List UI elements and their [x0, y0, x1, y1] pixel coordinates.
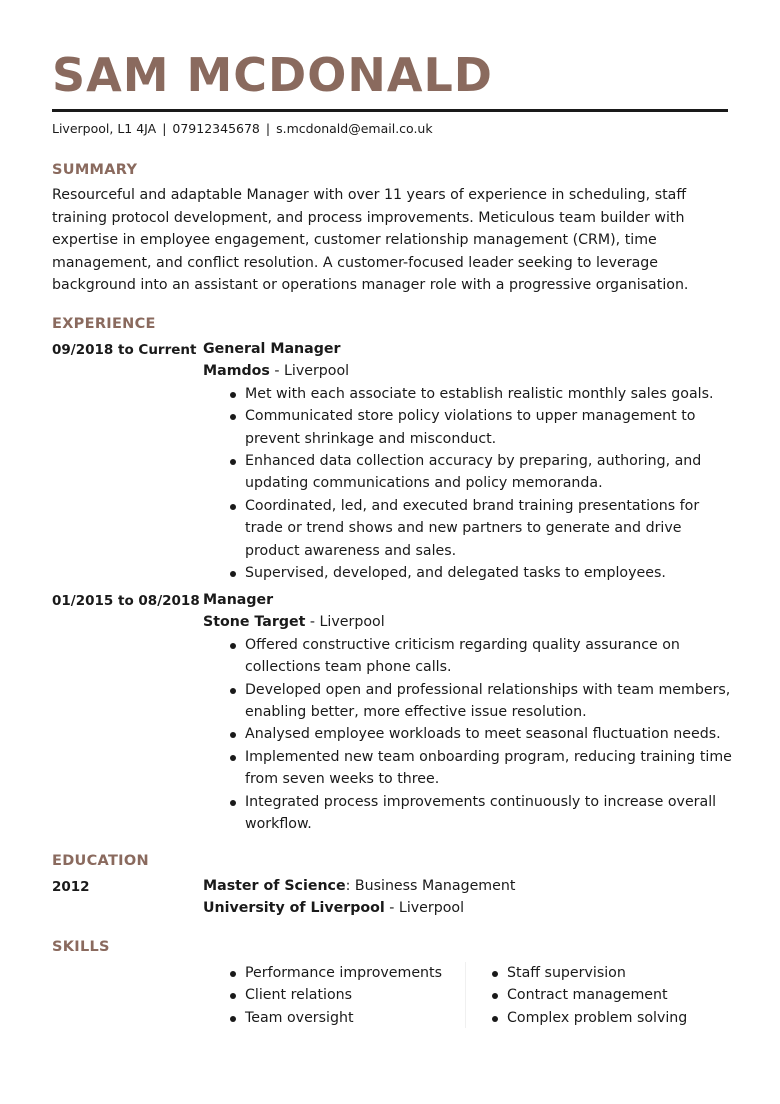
job-bullet: Met with each associate to establish realistic monthly sales goals. — [245, 383, 733, 405]
job-company-line — [203, 360, 733, 382]
job-location: - Liverpool — [269, 363, 350, 380]
education-school: University of Liverpool — [203, 900, 385, 917]
education-degree-line — [203, 875, 733, 897]
contact-separator: | — [162, 121, 167, 136]
job-company: Stone Target — [203, 614, 306, 631]
job-bullet: Supervised, developed, and delegated tasks to employees. — [245, 562, 733, 584]
skills-divider — [465, 962, 466, 1028]
contact-phone: 07912345678 — [172, 121, 260, 136]
skill-item: Team oversight — [245, 1007, 495, 1029]
job-dates: 01/2015 to 08/2018 — [52, 593, 200, 609]
education-year: 2012 — [52, 879, 90, 895]
skill-item: Performance improvements — [245, 962, 495, 984]
summary-heading: SUMMARY — [52, 162, 138, 178]
contact-line — [52, 121, 433, 136]
skills-column-left — [245, 962, 495, 1029]
job-entry — [203, 338, 733, 584]
education-entry — [203, 875, 733, 920]
job-company: Mamdos — [203, 363, 270, 380]
education-degree: Master of Science — [203, 878, 346, 894]
job-location: - Liverpool — [305, 614, 385, 631]
job-entry — [203, 589, 733, 835]
skill-item: Complex problem solving — [507, 1007, 757, 1029]
skill-item: Contract management — [507, 984, 757, 1006]
job-bullet: Developed open and professional relationships with team members, enabling better, more effective issue resolution. — [245, 679, 733, 724]
job-title: General Manager — [203, 341, 341, 357]
experience-heading: EXPERIENCE — [52, 316, 156, 332]
contact-address: Liverpool, L1 4JA — [52, 121, 157, 136]
summary-text: Resourceful and adaptable Manager with over 11 years of experience in scheduling, staff training protocol development, and process improvements. Meticulous team builder with expertise in employee engagement, customer relationship management (CRM), time management, and conflict resolution. A customer-focused leader seeking to leverage background into an assistant or operations manager role with a progressive organisation. — [52, 187, 689, 294]
job-bullet: Offered constructive criticism regarding quality assurance on collections team phone calls. — [245, 634, 733, 679]
job-title: Manager — [203, 592, 274, 608]
job-bullet: Coordinated, led, and executed brand training presentations for trade or trend shows and new partners to generate and drive product awareness and sales. — [245, 495, 733, 562]
education-location: - Liverpool — [384, 900, 465, 917]
job-bullet: Integrated process improvements continuously to increase overall workflow. — [245, 791, 733, 836]
skill-item: Client relations — [245, 984, 495, 1006]
contact-email: s.mcdonald@email.co.uk — [276, 121, 433, 136]
job-bullet: Analysed employee workloads to meet seasonal fluctuation needs. — [245, 723, 733, 745]
job-bullet: Implemented new team onboarding program, reducing training time from seven weeks to three. — [245, 746, 733, 791]
skill-item: Staff supervision — [507, 962, 757, 984]
skills-heading: SKILLS — [52, 939, 110, 955]
job-bullet: Enhanced data collection accuracy by preparing, authoring, and updating communications and policy memoranda. — [245, 450, 733, 495]
education-field: : Business Management — [345, 878, 516, 894]
header-divider — [52, 109, 728, 112]
job-bullets — [203, 383, 733, 585]
job-company-line — [203, 611, 733, 633]
skills-column-right — [507, 962, 757, 1029]
candidate-name: SAM MCDONALD — [52, 48, 493, 102]
job-bullets — [203, 634, 733, 836]
contact-separator: | — [265, 121, 271, 136]
education-heading: EDUCATION — [52, 853, 149, 869]
education-school-line — [203, 897, 733, 919]
job-dates: 09/2018 to Current — [52, 342, 197, 358]
job-bullet: Communicated store policy violations to upper management to prevent shrinkage and misconduct. — [245, 405, 733, 450]
